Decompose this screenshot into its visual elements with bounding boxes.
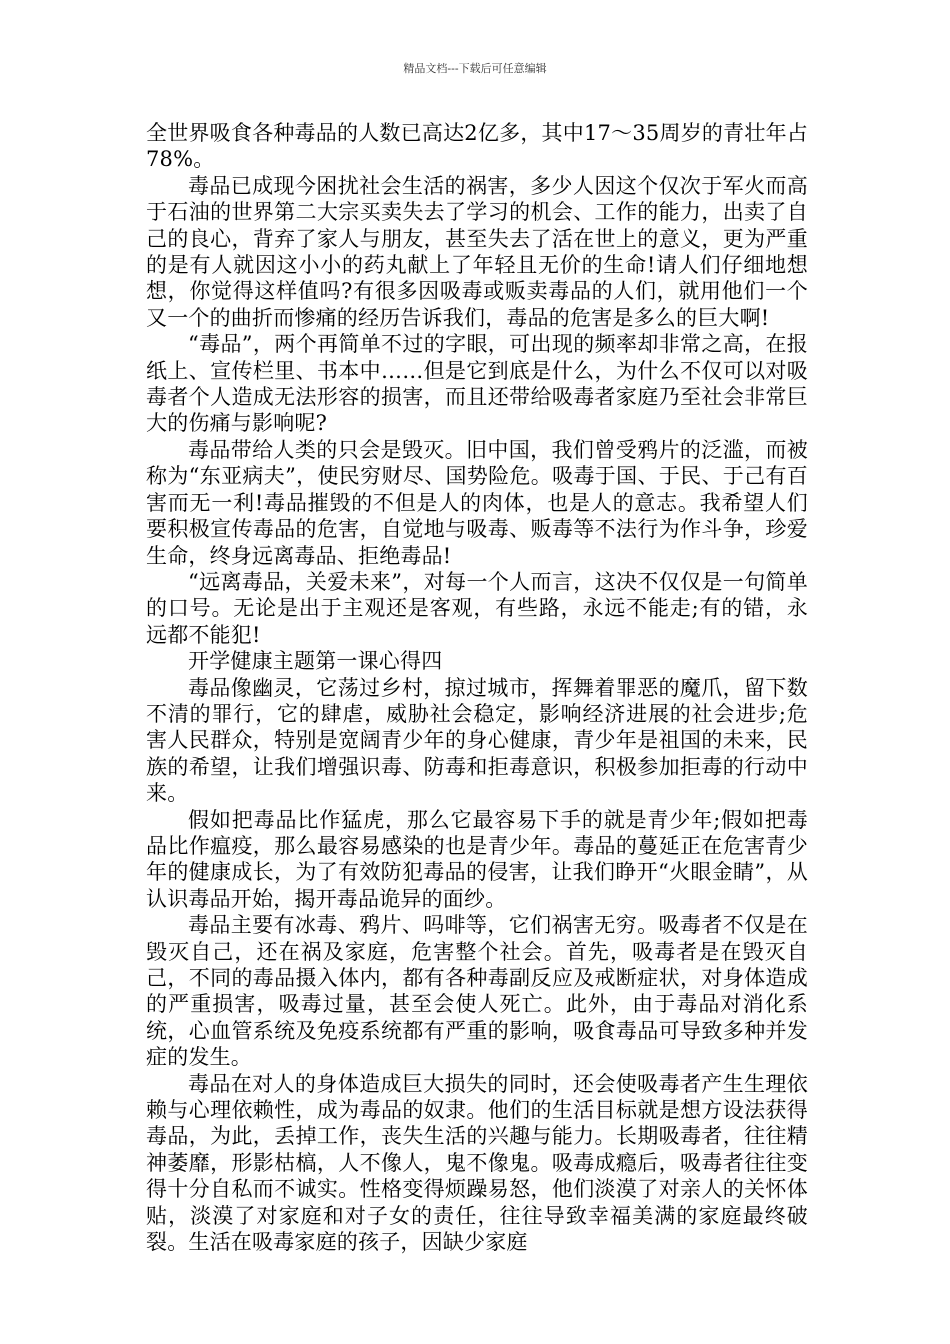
paragraph-9: 毒品在对人的身体造成巨大损失的同时，还会使吸毒者产生生理依赖与心理依赖性，成为毒品的奴隶。他们的生活目标就是想方设法获得毒品，为此，丢掉工作，丧失生活的兴趣与能力。长期吸毒者，往往精神萎靡，形影枯槁，人不像人，鬼不像鬼。吸毒成瘾后，吸毒者往往变得十分自私而不诚实。性格变得烦躁易怒，他们淡漠了对亲人的关怀体贴，淡漠了对家庭和对子女的责任，往往导致幸福美满的家庭最终破裂。生活在吸毒家庭的孩子，因缺少家庭 xyxy=(146,1071,808,1255)
section-heading: 开学健康主题第一课心得四 xyxy=(188,649,443,674)
document-body xyxy=(146,120,808,1255)
paragraph-6: 毒品像幽灵，它荡过乡村，掠过城市，挥舞着罪恶的魔爪，留下数不清的罪行，它的肆虐，威胁社会稳定，影响经济进展的社会进步;危害人民群众，特别是宽阔青少年的身心健康，青少年是祖国的未来，民族的希望，让我们增强识毒、防毒和拒毒意识，积极参加拒毒的行动中来。 xyxy=(146,675,808,806)
paragraph-5: “远离毒品，关爱未来”，对每一个人而言，这决不仅仅是一句简单的口号。无论是出于主观还是客观，有些路，永远不能走;有的错，永远都不能犯! xyxy=(146,569,808,647)
paragraph-7: 假如把毒品比作猛虎，那么它最容易下手的就是青少年;假如把毒品比作瘟疫，那么最容易感染的也是青少年。毒品的蔓延正在危害青少年的健康成长，为了有效防犯毒品的侵害，让我们睁开“火眼金睛”，从认识毒品开始，揭开毒品诡异的面纱。 xyxy=(146,807,808,911)
paragraph-1: 全世界吸食各种毒品的人数已高达2亿多，其中17～35周岁的青壮年占78%。 xyxy=(146,121,808,172)
paragraph-8: 毒品主要有冰毒、鸦片、吗啡等，它们祸害无穷。吸毒者不仅是在毁灭自己，还在祸及家庭，危害整个社会。首先，吸毒者是在毁灭自己，不同的毒品摄入体内，都有各种毒副反应及戒断症状，对身体造成的严重损害，吸毒过量，甚至会使人死亡。此外，由于毒品对消化系统，心血管系统及免疫系统都有严重的影响，吸食毒品可导致多种并发症的发生。 xyxy=(146,913,808,1070)
paragraph-3: “毒品”，两个再简单不过的字眼，可出现的频率却非常之高，在报纸上、宣传栏里、书本中……但是它到底是什么，为什么不仅可以对吸毒者个人造成无法形容的损害，而且还带给吸毒者家庭乃至社会非常巨大的伤痛与影响呢? xyxy=(146,332,808,436)
paragraph-4: 毒品带给人类的只会是毁灭。旧中国，我们曾受鸦片的泛滥，而被称为“东亚病夫”，使民穷财尽、国势险危。吸毒于国、于民、于己有百害而无一利!毒品摧毁的不但是人的肉体，也是人的意志。我希望人们要积极宣传毒品的危害，自觉地与吸毒、贩毒等不法行为作斗争，珍爱生命，终身远离毒品、拒绝毒品! xyxy=(146,437,808,568)
page-header: 精品文档---下载后可任意编辑 xyxy=(403,62,547,75)
paragraph-2: 毒品已成现今困扰社会生活的祸害，多少人因这个仅次于军火而高于石油的世界第二大宗买卖失去了学习的机会、工作的能力，出卖了自己的良心，背弃了家人与朋友，甚至失去了活在世上的意义，更为严重的是有人就因这小小的药丸献上了年轻且无价的生命!请人们仔细地想想，你觉得这样值吗?有很多因吸毒或贩卖毒品的人们，就用他们一个又一个的曲折而惨痛的经历告诉我们，毒品的危害是多么的巨大啊! xyxy=(146,173,808,330)
